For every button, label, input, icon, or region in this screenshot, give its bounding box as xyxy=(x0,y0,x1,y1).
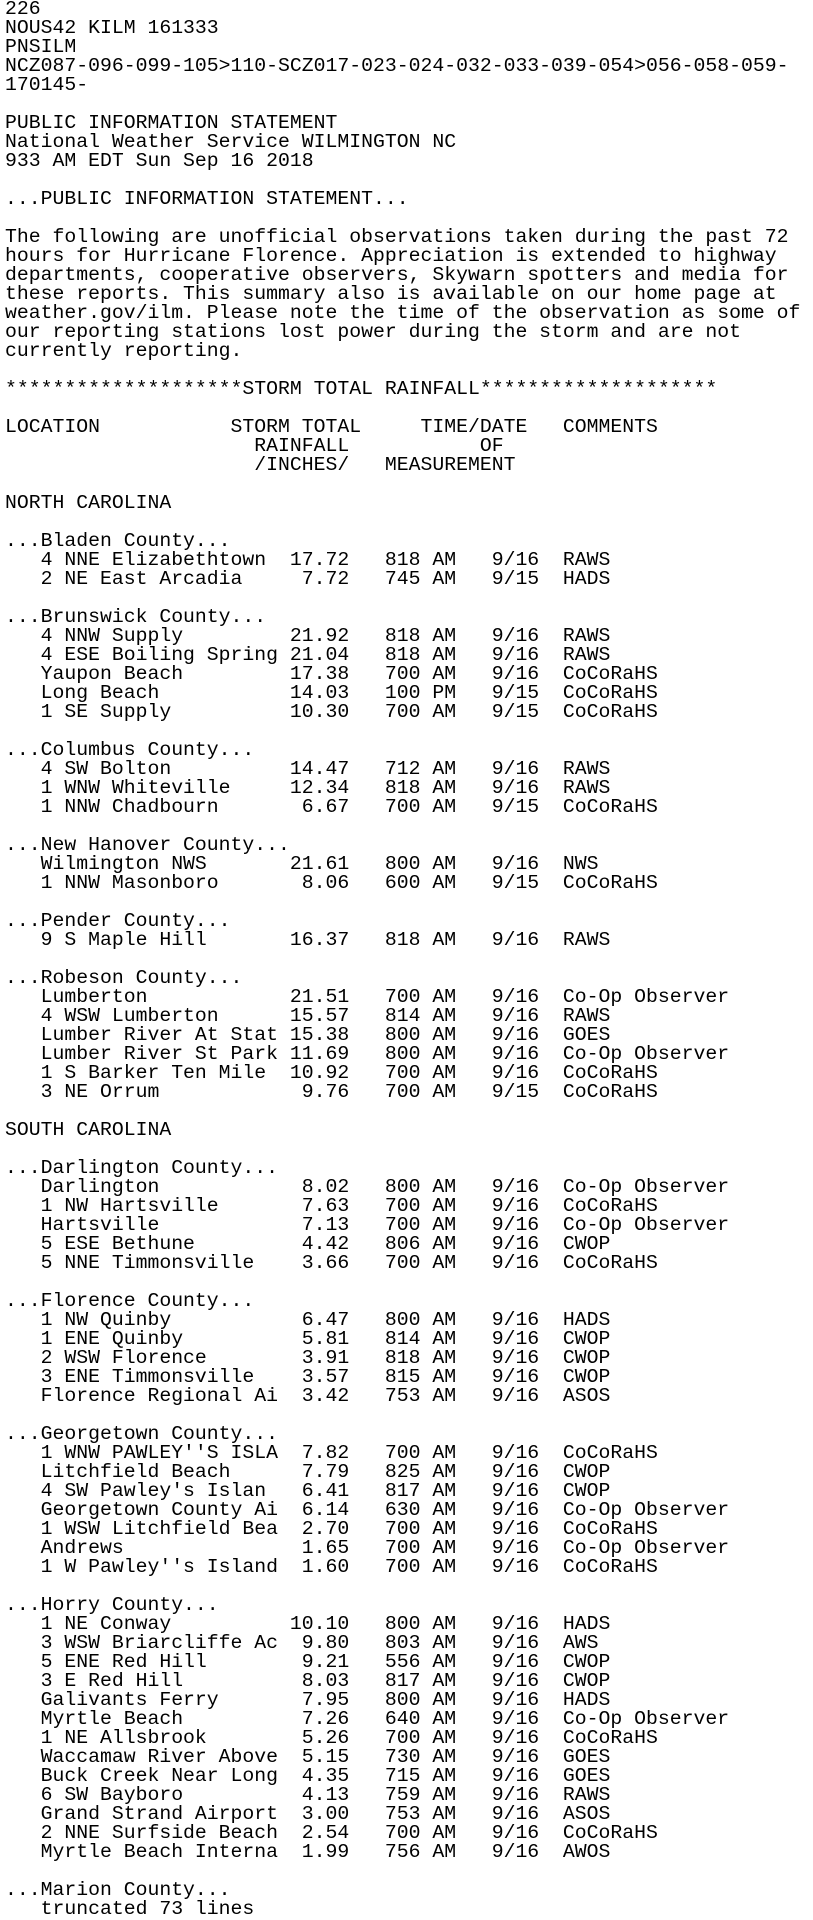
table-row: 3 E Red Hill 8.03 817 AM 9/16 CWOP xyxy=(5,1670,611,1692)
table-row: Wilmington NWS 21.61 800 AM 9/16 NWS xyxy=(5,853,599,875)
county-heading: ...Pender County... xyxy=(5,910,231,932)
table-row: 4 NNW Supply 21.92 818 AM 9/16 RAWS xyxy=(5,625,611,647)
table-row: Grand Strand Airport 3.00 753 AM 9/16 ASOS xyxy=(5,1803,611,1825)
table-row: Darlington 8.02 800 AM 9/16 Co-Op Observer xyxy=(5,1176,730,1198)
intro-line: hours for Hurricane Florence. Appreciation is extended to highway xyxy=(5,245,777,267)
table-row: 4 ESE Boiling Spring 21.04 818 AM 9/16 RAWS xyxy=(5,644,611,666)
table-row: 2 NE East Arcadia 7.72 745 AM 9/15 HADS xyxy=(5,568,611,590)
table-row: Lumber River At Stat 15.38 800 AM 9/16 GOES xyxy=(5,1024,611,1046)
table-row: 1 NNW Chadbourn 6.67 700 AM 9/15 CoCoRaHS xyxy=(5,796,658,818)
header-line: NOUS42 KILM 161333 xyxy=(5,17,219,39)
county-heading: ...Horry County... xyxy=(5,1594,219,1616)
table-row: Long Beach 14.03 100 PM 9/15 CoCoRaHS xyxy=(5,682,658,704)
table-row: Florence Regional Ai 3.42 753 AM 9/16 ASOS xyxy=(5,1385,611,1407)
table-row: 4 SW Pawley's Islan 6.41 817 AM 9/16 CWOP xyxy=(5,1480,611,1502)
county-heading: ...New Hanover County... xyxy=(5,834,290,856)
intro-line: our reporting stations lost power during the storm and are not xyxy=(5,321,741,343)
table-row: 1 WSW Litchfield Bea 2.70 700 AM 9/16 CoCoRaHS xyxy=(5,1518,658,1540)
table-row: 1 NW Quinby 6.47 800 AM 9/16 HADS xyxy=(5,1309,611,1331)
table-row: 2 NNE Surfside Beach 2.54 700 AM 9/16 CoCoRaHS xyxy=(5,1822,658,1844)
table-row: 1 NE Conway 10.10 800 AM 9/16 HADS xyxy=(5,1613,611,1635)
state-heading: NORTH CAROLINA xyxy=(5,492,172,514)
table-row: 2 WSW Florence 3.91 818 AM 9/16 CWOP xyxy=(5,1347,611,1369)
table-row: 4 SW Bolton 14.47 712 AM 9/16 RAWS xyxy=(5,758,611,780)
table-row: 1 NW Hartsville 7.63 700 AM 9/16 CoCoRaHS xyxy=(5,1195,658,1217)
header-line: NCZ087-096-099-105>110-SCZ017-023-024-032-033-039-054>056-058-059- xyxy=(5,55,789,77)
table-row: 1 ENE Quinby 5.81 814 AM 9/16 CWOP xyxy=(5,1328,611,1350)
header-line: 170145- xyxy=(5,74,89,96)
table-row: 5 ESE Bethune 4.42 806 AM 9/16 CWOP xyxy=(5,1233,611,1255)
table-row: 1 WNW PAWLEY''S ISLA 7.82 700 AM 9/16 CoCoRaHS xyxy=(5,1442,658,1464)
table-row: 1 W Pawley''s Island 1.60 700 AM 9/16 CoCoRaHS xyxy=(5,1556,658,1578)
table-row: Myrtle Beach Interna 1.99 756 AM 9/16 AWOS xyxy=(5,1841,611,1863)
truncation-notice: truncated 73 lines xyxy=(5,1898,255,1920)
table-row: Yaupon Beach 17.38 700 AM 9/16 CoCoRaHS xyxy=(5,663,658,685)
table-row: 4 WSW Lumberton 15.57 814 AM 9/16 RAWS xyxy=(5,1005,611,1027)
table-row: 3 NE Orrum 9.76 700 AM 9/15 CoCoRaHS xyxy=(5,1081,658,1103)
table-header-line: LOCATION STORM TOTAL TIME/DATE COMMENTS xyxy=(5,416,658,438)
section-banner: ********************STORM TOTAL RAINFALL******************** xyxy=(5,378,718,400)
table-row: 5 ENE Red Hill 9.21 556 AM 9/16 CWOP xyxy=(5,1651,611,1673)
county-heading: ...Columbus County... xyxy=(5,739,255,761)
statement-banner: ...PUBLIC INFORMATION STATEMENT... xyxy=(5,188,409,210)
table-row: 1 SE Supply 10.30 700 AM 9/15 CoCoRaHS xyxy=(5,701,658,723)
intro-line: these reports. This summary also is available on our home page at xyxy=(5,283,777,305)
statement-title: PUBLIC INFORMATION STATEMENT xyxy=(5,112,338,134)
county-heading: ...Florence County... xyxy=(5,1290,255,1312)
intro-line: departments, cooperative observers, Skywarn spotters and media for xyxy=(5,264,789,286)
header-line: PNSILM xyxy=(5,36,77,58)
table-row: 9 S Maple Hill 16.37 818 AM 9/16 RAWS xyxy=(5,929,611,951)
table-header-line: /INCHES/ MEASUREMENT xyxy=(5,454,516,476)
table-row: 3 WSW Briarcliffe Ac 9.80 803 AM 9/16 AWS xyxy=(5,1632,599,1654)
county-heading: ...Darlington County... xyxy=(5,1157,279,1179)
county-heading: ...Robeson County... xyxy=(5,967,243,989)
table-row: Buck Creek Near Long 4.35 715 AM 9/16 GOES xyxy=(5,1765,611,1787)
table-row: Litchfield Beach 7.79 825 AM 9/16 CWOP xyxy=(5,1461,611,1483)
table-row: Lumber River St Park 11.69 800 AM 9/16 Co-Op Observer xyxy=(5,1043,730,1065)
county-heading: ...Marion County... xyxy=(5,1879,231,1901)
table-row: Waccamaw River Above 5.15 730 AM 9/16 GOES xyxy=(5,1746,611,1768)
header-line: 226 xyxy=(5,0,41,20)
table-row: 3 ENE Timmonsville 3.57 815 AM 9/16 CWOP xyxy=(5,1366,611,1388)
table-row: Galivants Ferry 7.95 800 AM 9/16 HADS xyxy=(5,1689,611,1711)
statement-office: National Weather Service WILMINGTON NC xyxy=(5,131,457,153)
county-heading: ...Bladen County... xyxy=(5,530,231,552)
table-row: Hartsville 7.13 700 AM 9/16 Co-Op Observer xyxy=(5,1214,730,1236)
table-row: 6 SW Bayboro 4.13 759 AM 9/16 RAWS xyxy=(5,1784,611,1806)
table-row: 1 NE Allsbrook 5.26 700 AM 9/16 CoCoRaHS xyxy=(5,1727,658,1749)
table-row: Andrews 1.65 700 AM 9/16 Co-Op Observer xyxy=(5,1537,730,1559)
statement-issued: 933 AM EDT Sun Sep 16 2018 xyxy=(5,150,314,172)
table-row: 1 WNW Whiteville 12.34 818 AM 9/16 RAWS xyxy=(5,777,611,799)
state-heading: SOUTH CAROLINA xyxy=(5,1119,172,1141)
table-row: Georgetown County Ai 6.14 630 AM 9/16 Co-Op Observer xyxy=(5,1499,730,1521)
intro-line: currently reporting. xyxy=(5,340,243,362)
table-row: 4 NNE Elizabethtown 17.72 818 AM 9/16 RAWS xyxy=(5,549,611,571)
intro-line: The following are unofficial observations taken during the past 72 xyxy=(5,226,789,248)
table-row: Myrtle Beach 7.26 640 AM 9/16 Co-Op Observer xyxy=(5,1708,730,1730)
county-heading: ...Georgetown County... xyxy=(5,1423,279,1445)
table-row: 1 S Barker Ten Mile 10.92 700 AM 9/16 CoCoRaHS xyxy=(5,1062,658,1084)
table-header-line: RAINFALL OF xyxy=(5,435,504,457)
table-row: 5 NNE Timmonsville 3.66 700 AM 9/16 CoCoRaHS xyxy=(5,1252,658,1274)
table-row: 1 NNW Masonboro 8.06 600 AM 9/15 CoCoRaHS xyxy=(5,872,658,894)
intro-line: weather.gov/ilm. Please note the time of the observation as some of xyxy=(5,302,801,324)
table-row: Lumberton 21.51 700 AM 9/16 Co-Op Observer xyxy=(5,986,730,1008)
county-heading: ...Brunswick County... xyxy=(5,606,267,628)
